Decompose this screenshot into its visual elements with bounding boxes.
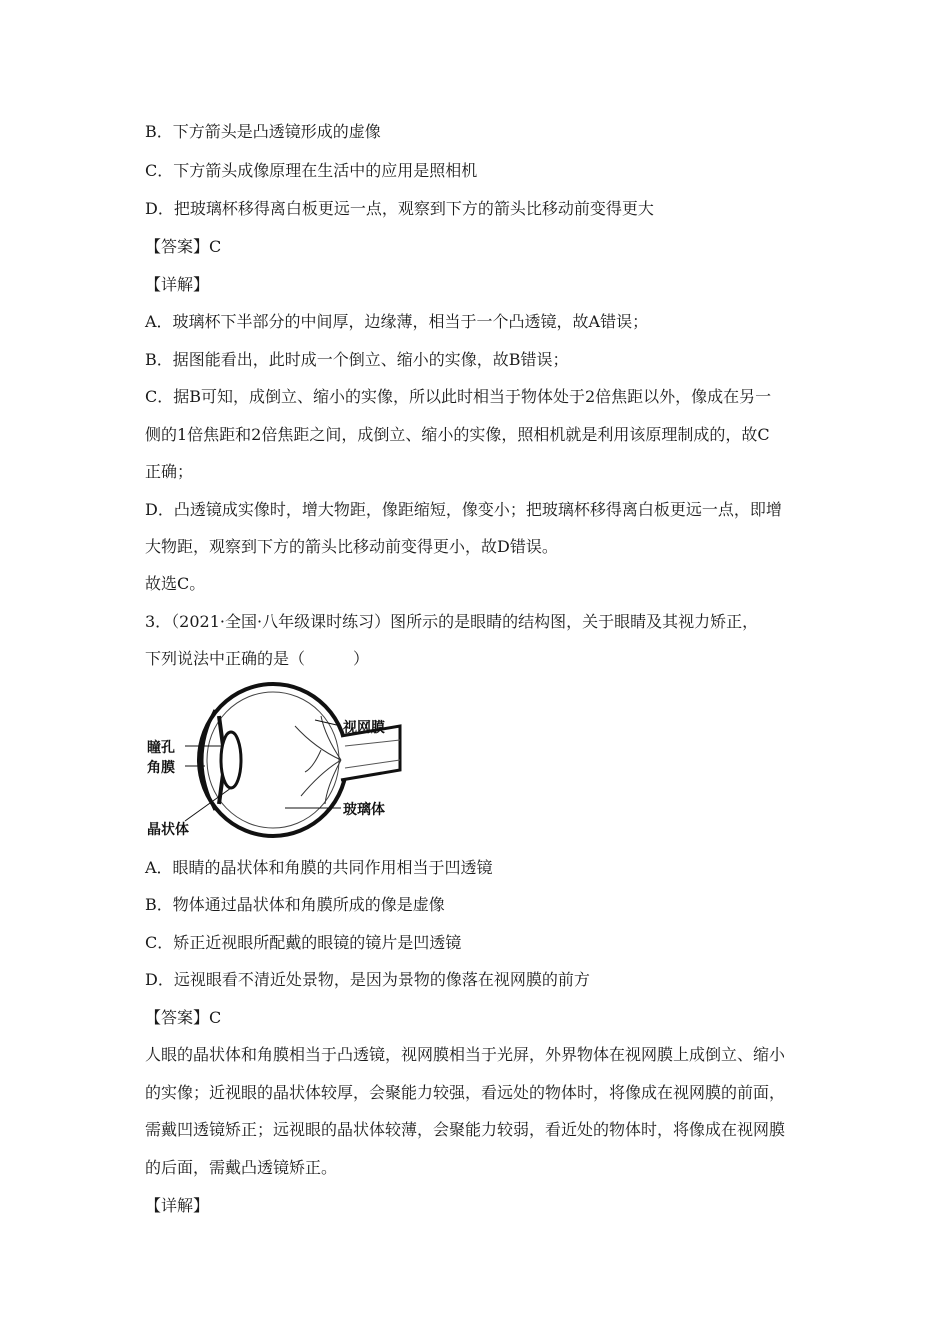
option-d-q2: D．把玻璃杯移得离白板更远一点，观察到下方的箭头比移动前变得更大	[145, 199, 654, 218]
blood-vessels	[295, 716, 341, 804]
label-lens: 晶状体	[147, 822, 189, 838]
option-c-q3: C．矫正近视眼所配戴的眼镜的镜片是凹透镜	[145, 933, 462, 952]
eye-structure-figure	[145, 676, 405, 846]
analysis-q3-line1: 人眼的晶状体和角膜相当于凸透镜，视网膜相当于光屏，外界物体在视网膜上成倒立、缩小	[145, 1045, 786, 1064]
option-b-q2: B．下方箭头是凸透镜形成的虚像	[145, 122, 381, 141]
explain-c-q2-line3: 正确；	[145, 462, 194, 481]
explain-d-q2-line2: 大物距，观察到下方的箭头比移动前变得更小，故D错误。	[145, 537, 558, 556]
option-a-q3: A．眼睛的晶状体和角膜的共同作用相当于凹透镜	[145, 858, 493, 877]
conclusion-q2: 故选C。	[145, 574, 206, 593]
explain-c-q2-line2: 侧的1倍焦距和2倍焦距之间，成倒立、缩小的实像，照相机就是利用该原理制成的，故C	[145, 425, 770, 444]
question-3-line2: 下列说法中正确的是（ ）	[145, 649, 370, 668]
label-pupil: 瞳孔	[147, 740, 175, 756]
analysis-q3-line2: 的实像；近视眼的晶状体较厚，会聚能力较强，看远处的物体时，将像成在视网膜的前面，	[145, 1083, 786, 1102]
analysis-q3-line4: 的后面，需戴凸透镜矫正。	[145, 1158, 338, 1177]
label-retina: 视网膜	[343, 720, 385, 736]
label-vitreous: 玻璃体	[343, 802, 385, 818]
option-d-q3: D．远视眼看不清近处景物，是因为景物的像落在视网膜的前方	[145, 970, 590, 989]
explain-c-q2-line1: C．据B可知，成倒立、缩小的实像，所以此时相当于物体处于2倍焦距以外，像成在另一	[145, 387, 772, 406]
answer-q3: 【答案】C	[145, 1008, 222, 1027]
explain-a-q2: A．玻璃杯下半部分的中间厚，边缘薄，相当于一个凸透镜，故A错误；	[145, 312, 649, 331]
explain-d-q2-line1: D．凸透镜成实像时，增大物距，像距缩短，像变小；把玻璃杯移得离白板更远一点，即增	[145, 500, 782, 519]
question-3-line1: 3．（2021·全国·八年级课时练习）图所示的是眼睛的结构图，关于眼睛及其视力矫正，	[145, 612, 759, 631]
explain-heading-q3: 【详解】	[145, 1196, 210, 1215]
answer-q2: 【答案】C	[145, 237, 222, 256]
lens-shape	[221, 732, 241, 788]
analysis-q3-line3: 需戴凹透镜矫正；远视眼的晶状体较薄，会聚能力较弱，看近处的物体时，将像成在视网膜	[145, 1120, 786, 1139]
label-cornea: 角膜	[147, 760, 175, 776]
cornea-shape	[202, 710, 215, 810]
explain-b-q2: B．据图能看出，此时成一个倒立、缩小的实像，故B错误；	[145, 350, 569, 369]
explain-heading-q2: 【详解】	[145, 275, 210, 294]
option-c-q2: C．下方箭头成像原理在生活中的应用是照相机	[145, 161, 478, 180]
option-b-q3: B．物体通过晶状体和角膜所成的像是虚像	[145, 895, 445, 914]
